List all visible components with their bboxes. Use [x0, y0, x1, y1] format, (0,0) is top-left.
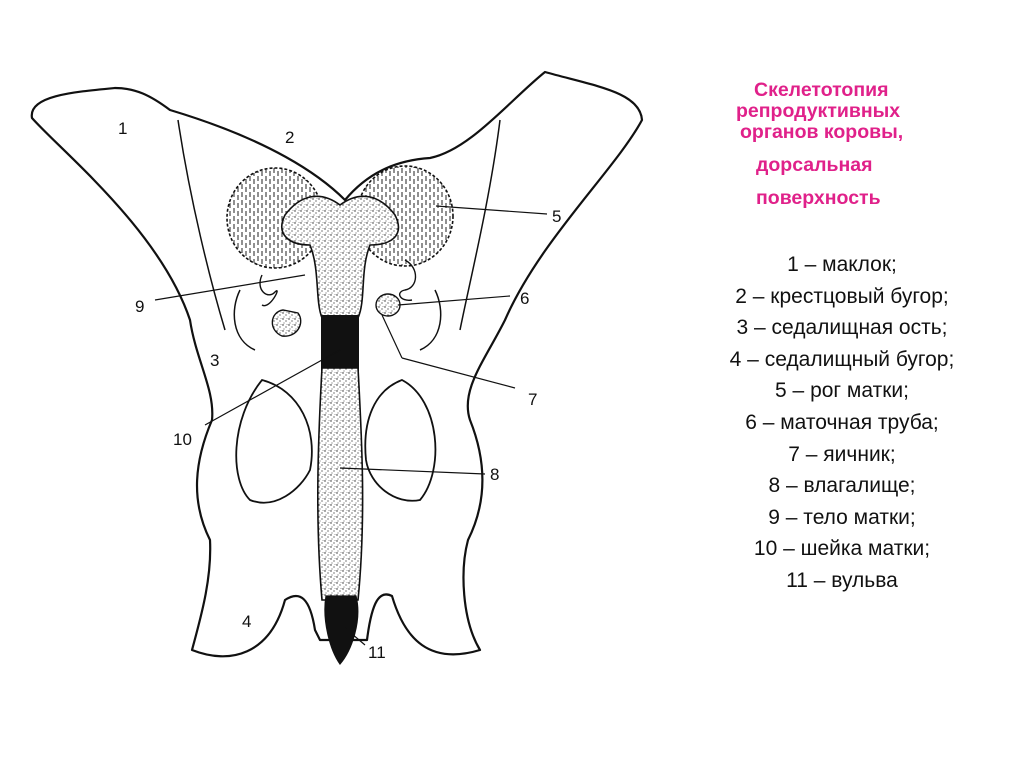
legend-item: 7 – яичник; — [788, 442, 896, 466]
callout-7: 7 — [528, 390, 538, 409]
cervix — [321, 315, 359, 371]
legend-item: 6 – маточная труба; — [745, 410, 939, 434]
legend-item: 3 – седалищная ость; — [736, 316, 948, 340]
title-line: поверхность — [756, 187, 881, 210]
legend-item: 11 – вульва — [786, 568, 898, 592]
callout-1: 1 — [118, 119, 128, 138]
callout-6: 6 — [520, 289, 530, 308]
callout-3: 3 — [210, 351, 220, 370]
legend-item: 2 – крестцовый бугор; — [735, 284, 949, 308]
callout-2: 2 — [285, 128, 295, 147]
callout-4: 4 — [242, 612, 252, 631]
title-line: дорсальная — [756, 154, 873, 177]
legend-item: 9 – тело матки; — [768, 505, 916, 529]
ovary-left — [272, 310, 300, 336]
legend-item: 5 – рог матки; — [775, 379, 909, 403]
title-line: репродуктивных — [736, 100, 901, 123]
legend-list — [660, 249, 1024, 597]
callout-9: 9 — [135, 297, 145, 316]
ovary-right — [376, 294, 400, 316]
title-line: органов коровы, — [740, 121, 904, 144]
callout-11: 11 — [368, 643, 386, 662]
callout-10: 10 — [173, 430, 192, 449]
title-line: Скелетотопия — [754, 79, 889, 101]
vagina — [318, 368, 363, 600]
callout-8: 8 — [490, 465, 500, 484]
vulva — [325, 596, 358, 664]
legend-item: 4 – седалищный бугор; — [729, 347, 955, 371]
legend-item: 10 – шейка матки; — [753, 537, 931, 561]
callout-5: 5 — [552, 207, 562, 226]
legend-item: 8 – влагалище; — [768, 474, 916, 498]
legend-item: 1 – маклок; — [787, 253, 897, 276]
diagram-title — [700, 80, 1000, 209]
